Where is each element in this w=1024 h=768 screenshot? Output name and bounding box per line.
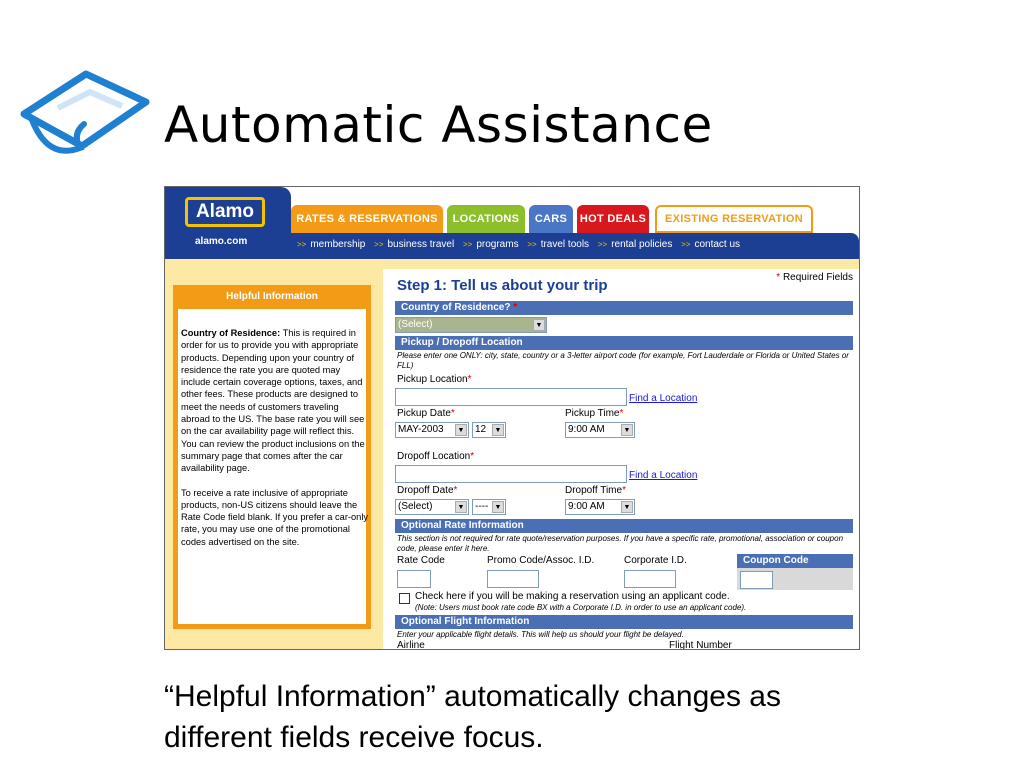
help-paragraph-2: To receive a rate inclusive of appropriate products, non-US citizens should leave the Rate Code field blank. If you prefer a car-only rate, you may use one of the promotional codes advertised on the site. (181, 487, 369, 547)
secondary-nav (291, 233, 859, 259)
nav-arrow-icon: >> (297, 240, 307, 249)
dropdown-arrow-icon: ▼ (492, 424, 504, 436)
dropoff-time-select[interactable]: 9:00 AM ▼ (565, 499, 635, 515)
tab-rates-reservations[interactable]: RATES & RESERVATIONS (291, 205, 443, 233)
header-divider (165, 259, 859, 269)
slide-logo-icon (18, 68, 150, 168)
pickup-location-input[interactable] (395, 388, 627, 406)
country-select[interactable]: (Select) ▼ (395, 317, 547, 333)
step-title: Step 1: Tell us about your trip (397, 277, 608, 294)
find-location-link-dropoff[interactable]: Find a Location (629, 470, 698, 481)
dropoff-time-label: Dropoff Time* (565, 485, 626, 496)
dropoff-day-select[interactable]: ---- ▼ (472, 499, 506, 515)
promo-code-label: Promo Code/Assoc. I.D. (487, 555, 595, 566)
dropoff-month-select[interactable]: (Select) ▼ (395, 499, 469, 515)
corporate-id-label: Corporate I.D. (624, 555, 687, 566)
tab-existing-reservation[interactable]: EXISTING RESERVATION (655, 205, 813, 233)
pickup-location-label: Pickup Location* (397, 374, 472, 385)
help-term: Country of Residence: (181, 328, 281, 338)
nav-arrow-icon: >> (681, 240, 691, 249)
help-paragraph-1: This is required in order for us to provide you with appropriate products. Depending upon your country of residence the rate you are quoted may include certain coverage options, taxes, and other fees. These products are designed to meet the needs of customers traveling abroad to the US. The base rate you will see on the car availability page will reflect this. You can review the product inclusions on the summary page that comes after the car availability page. (181, 328, 365, 474)
pickup-time-label: Pickup Time* (565, 408, 624, 419)
help-header: Helpful Information (173, 285, 371, 309)
find-location-link-pickup[interactable]: Find a Location (629, 393, 698, 404)
tab-hot-deals[interactable]: HOT DEALS (577, 205, 649, 233)
pickup-day-select[interactable]: 12 ▼ (472, 422, 506, 438)
alamo-screenshot (164, 186, 860, 650)
nav-membership[interactable]: membership (310, 239, 366, 250)
applicant-code-label: Check here if you will be making a reservation using an applicant code. (415, 591, 730, 602)
dropdown-arrow-icon: ▼ (455, 424, 467, 436)
applicant-code-checkbox[interactable] (399, 593, 410, 604)
site-domain: alamo.com (195, 236, 248, 247)
applicant-code-note: (Note: Users must book rate code BX with a Corporate I.D. in order to use an applicant code). (415, 603, 747, 612)
flight-number-label: Flight Number (669, 640, 732, 650)
alamo-logo[interactable]: Alamo (185, 197, 265, 227)
slide-title: Automatic Assistance (164, 96, 713, 154)
coupon-code-block (737, 554, 853, 590)
dropoff-location-label: Dropoff Location* (397, 451, 475, 462)
nav-programs[interactable]: programs (476, 239, 519, 250)
slide-caption: “Helpful Information” automatically changes as different fields receive focus. (164, 680, 781, 754)
dropdown-arrow-icon: ▼ (533, 319, 545, 331)
airline-label: Airline (397, 640, 425, 650)
nav-contact-us[interactable]: contact us (694, 239, 741, 250)
tab-locations[interactable]: LOCATIONS (447, 205, 525, 233)
dropdown-arrow-icon: ▼ (455, 501, 467, 513)
flight-section-header: Optional Flight Information (395, 615, 853, 629)
rate-code-label: Rate Code (397, 555, 445, 566)
tab-cars[interactable]: CARS (529, 205, 573, 233)
nav-arrow-icon: >> (374, 240, 384, 249)
nav-business-travel[interactable]: business travel (387, 239, 455, 250)
brand-tab (165, 187, 291, 259)
nav-arrow-icon: >> (597, 240, 608, 249)
dropdown-arrow-icon: ▼ (621, 501, 633, 513)
flight-note: Enter your applicable flight details. This will help us should your flight be delayed. (397, 630, 684, 639)
dropoff-date-label: Dropoff Date* (397, 485, 458, 496)
corporate-id-input[interactable] (624, 570, 676, 588)
dropdown-arrow-icon: ▼ (621, 424, 633, 436)
dropdown-arrow-icon: ▼ (492, 501, 504, 513)
nav-arrow-icon: >> (462, 240, 473, 249)
nav-arrow-icon: >> (527, 240, 537, 249)
coupon-code-input[interactable] (740, 571, 773, 589)
location-note: Please enter one ONLY: city, state, country or a 3-letter airport code (for example, Fort Lauderdale or Florida or United States or FLL) (397, 351, 849, 370)
dropoff-location-input[interactable] (395, 465, 627, 483)
pickup-section-header: Pickup / Dropoff Location (395, 336, 853, 350)
pickup-time-select[interactable]: 9:00 AM ▼ (565, 422, 635, 438)
coupon-code-label: Coupon Code (737, 554, 853, 568)
rate-section-header: Optional Rate Information (395, 519, 853, 533)
reservation-form (395, 269, 853, 649)
nav-travel-tools[interactable]: travel tools (540, 239, 590, 250)
nav-rental-policies[interactable]: rental policies (611, 239, 673, 250)
rate-note: This section is not required for rate quote/reservation purposes. If you have a specific rate, promotional, association or coupon code, please enter it here. (397, 534, 844, 553)
pickup-date-label: Pickup Date* (397, 408, 455, 419)
rate-code-input[interactable] (397, 570, 431, 588)
required-note: * Required Fields (776, 272, 853, 283)
pickup-month-select[interactable]: MAY-2003 ▼ (395, 422, 469, 438)
helpful-information-panel (173, 285, 371, 629)
sidebar (165, 269, 383, 649)
country-section-header: Country of Residence? * (395, 301, 853, 315)
promo-code-input[interactable] (487, 570, 539, 588)
help-body (181, 327, 369, 560)
